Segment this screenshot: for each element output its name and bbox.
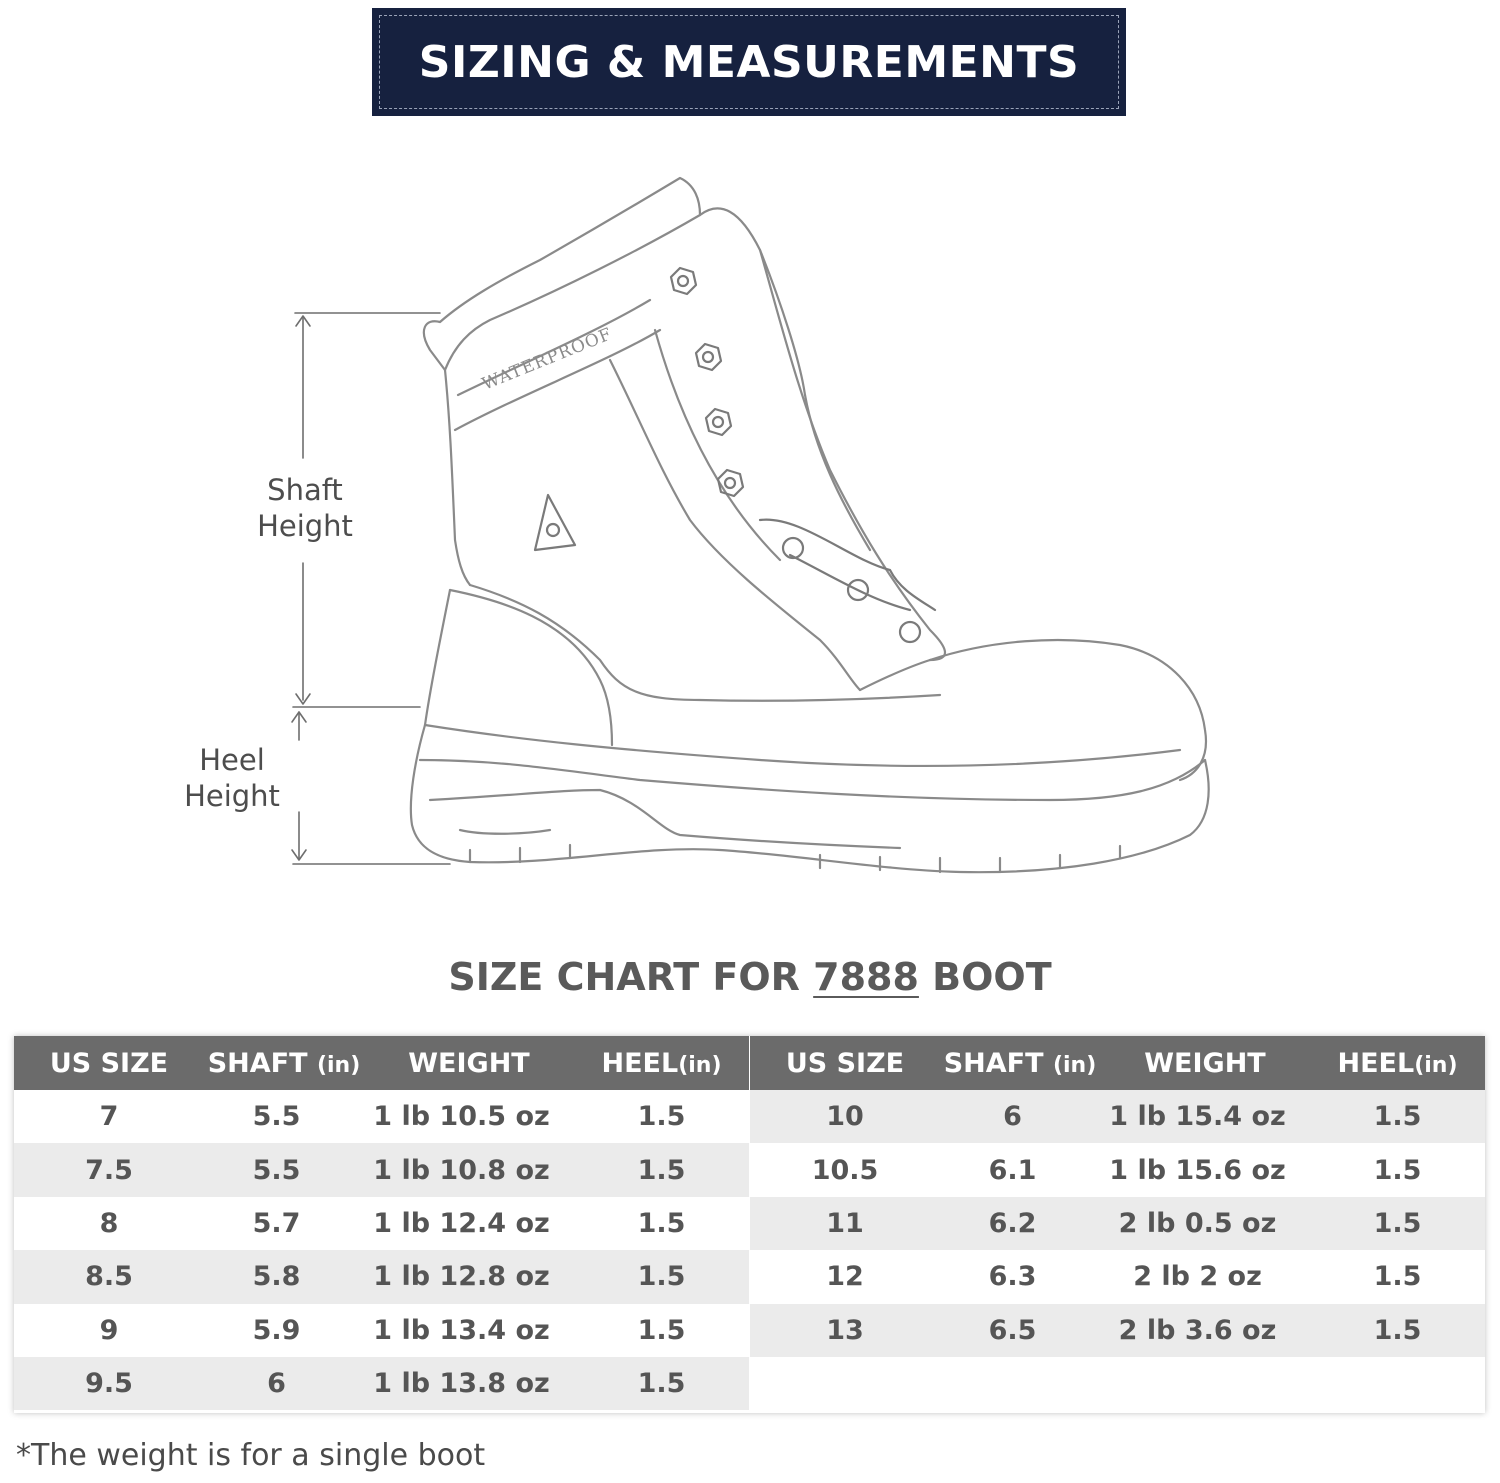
cell-us-size: 10.5 xyxy=(811,1154,879,1186)
chart-title-suffix: BOOT xyxy=(918,955,1052,999)
cell-shaft: 6.5 xyxy=(988,1314,1037,1346)
cell-weight: 1 lb 10.8 oz xyxy=(373,1154,550,1186)
table-row xyxy=(14,1357,749,1410)
table-row xyxy=(750,1090,1485,1143)
header-weight: WEIGHT xyxy=(408,1047,530,1079)
chart-title-model: 7888 xyxy=(813,955,919,999)
cell-us-size: 9 xyxy=(99,1314,119,1346)
cell-shaft: 5.8 xyxy=(252,1261,301,1293)
header-shaft: SHAFT (in) xyxy=(943,1047,1097,1079)
header-shaft: SHAFT (in) xyxy=(207,1047,361,1079)
boot-waterproof-text: WATERPROOF xyxy=(479,324,616,395)
cell-shaft: 5.5 xyxy=(252,1154,301,1186)
cell-weight: 2 lb 3.6 oz xyxy=(1118,1314,1277,1346)
cell-heel: 1.5 xyxy=(637,1314,686,1346)
cell-weight: 1 lb 12.4 oz xyxy=(373,1207,550,1239)
header-us-size: US SIZE xyxy=(49,1047,169,1079)
brand-triangle-icon xyxy=(535,495,575,550)
title-banner xyxy=(372,8,1126,116)
table-row xyxy=(14,1090,749,1143)
shaft-height-label xyxy=(245,472,365,544)
size-table xyxy=(14,1036,1485,1413)
cell-weight: 2 lb 2 oz xyxy=(1133,1261,1262,1293)
cell-us-size: 9.5 xyxy=(85,1368,133,1400)
cell-heel: 1.5 xyxy=(637,1101,686,1133)
heel-dimension-line xyxy=(292,712,450,864)
cell-heel: 1.5 xyxy=(1373,1261,1422,1293)
cell-heel: 1.5 xyxy=(1373,1101,1422,1133)
cell-heel: 1.5 xyxy=(1373,1207,1422,1239)
banner-title: SIZING & MEASUREMENTS xyxy=(418,36,1080,88)
size-table-left xyxy=(14,1036,749,1410)
chart-title-prefix: SIZE CHART FOR xyxy=(448,955,814,999)
eyelet-icons xyxy=(671,268,935,642)
table-row xyxy=(750,1304,1485,1357)
cell-us-size: 8 xyxy=(99,1207,119,1239)
cell-weight: 1 lb 13.4 oz xyxy=(373,1314,550,1346)
cell-heel: 1.5 xyxy=(1373,1154,1422,1186)
cell-shaft: 5.7 xyxy=(252,1207,301,1239)
table-header xyxy=(14,1036,749,1090)
table-row xyxy=(14,1304,749,1357)
header-us-size: US SIZE xyxy=(785,1047,905,1079)
table-row xyxy=(14,1250,749,1303)
table-row xyxy=(14,1197,749,1250)
heel-height-label xyxy=(172,742,292,814)
cell-shaft: 6 xyxy=(267,1368,286,1400)
cell-us-size: 13 xyxy=(826,1314,864,1346)
header-heel: HEEL(in) xyxy=(1337,1047,1458,1079)
banner-dashed-border xyxy=(379,15,1119,109)
cell-us-size: 7.5 xyxy=(85,1154,133,1186)
cell-heel: 1.5 xyxy=(637,1261,686,1293)
cell-us-size: 10 xyxy=(826,1101,864,1133)
cell-shaft: 6.1 xyxy=(988,1154,1037,1186)
header-heel: HEEL(in) xyxy=(601,1047,722,1079)
table-header xyxy=(750,1036,1485,1090)
boot-outline xyxy=(411,178,1209,872)
cell-shaft: 5.9 xyxy=(252,1314,301,1346)
cell-us-size: 8.5 xyxy=(85,1261,133,1293)
table-row xyxy=(14,1143,749,1196)
cell-heel: 1.5 xyxy=(637,1207,686,1239)
cell-us-size: 12 xyxy=(826,1261,864,1293)
table-row xyxy=(750,1197,1485,1250)
heel-label-line2: Height xyxy=(184,779,280,813)
cell-weight: 1 lb 12.8 oz xyxy=(373,1261,550,1293)
shaft-label-line1: Shaft xyxy=(267,473,343,507)
cell-weight: 1 lb 15.6 oz xyxy=(1109,1154,1286,1186)
cell-weight: 1 lb 10.5 oz xyxy=(373,1101,550,1133)
cell-us-size: 7 xyxy=(99,1101,119,1133)
size-chart-title xyxy=(0,955,1500,999)
cell-heel: 1.5 xyxy=(637,1154,686,1186)
table-row xyxy=(750,1250,1485,1303)
weight-footnote: *The weight is for a single boot xyxy=(16,1438,486,1473)
cell-weight: 2 lb 0.5 oz xyxy=(1118,1207,1277,1239)
heel-label-line1: Heel xyxy=(199,743,265,777)
cell-shaft: 5.5 xyxy=(252,1101,301,1133)
header-weight: WEIGHT xyxy=(1144,1047,1266,1079)
cell-shaft: 6.3 xyxy=(988,1261,1037,1293)
cell-weight: 1 lb 15.4 oz xyxy=(1109,1101,1286,1133)
cell-us-size: 11 xyxy=(826,1207,864,1239)
cell-shaft: 6.2 xyxy=(988,1207,1037,1239)
table-row xyxy=(750,1143,1485,1196)
size-table-right xyxy=(750,1036,1485,1357)
cell-heel: 1.5 xyxy=(637,1368,686,1400)
cell-weight: 1 lb 13.8 oz xyxy=(373,1368,550,1400)
shaft-label-line2: Height xyxy=(257,509,353,543)
cell-shaft: 6 xyxy=(1003,1101,1022,1133)
cell-heel: 1.5 xyxy=(1373,1314,1422,1346)
